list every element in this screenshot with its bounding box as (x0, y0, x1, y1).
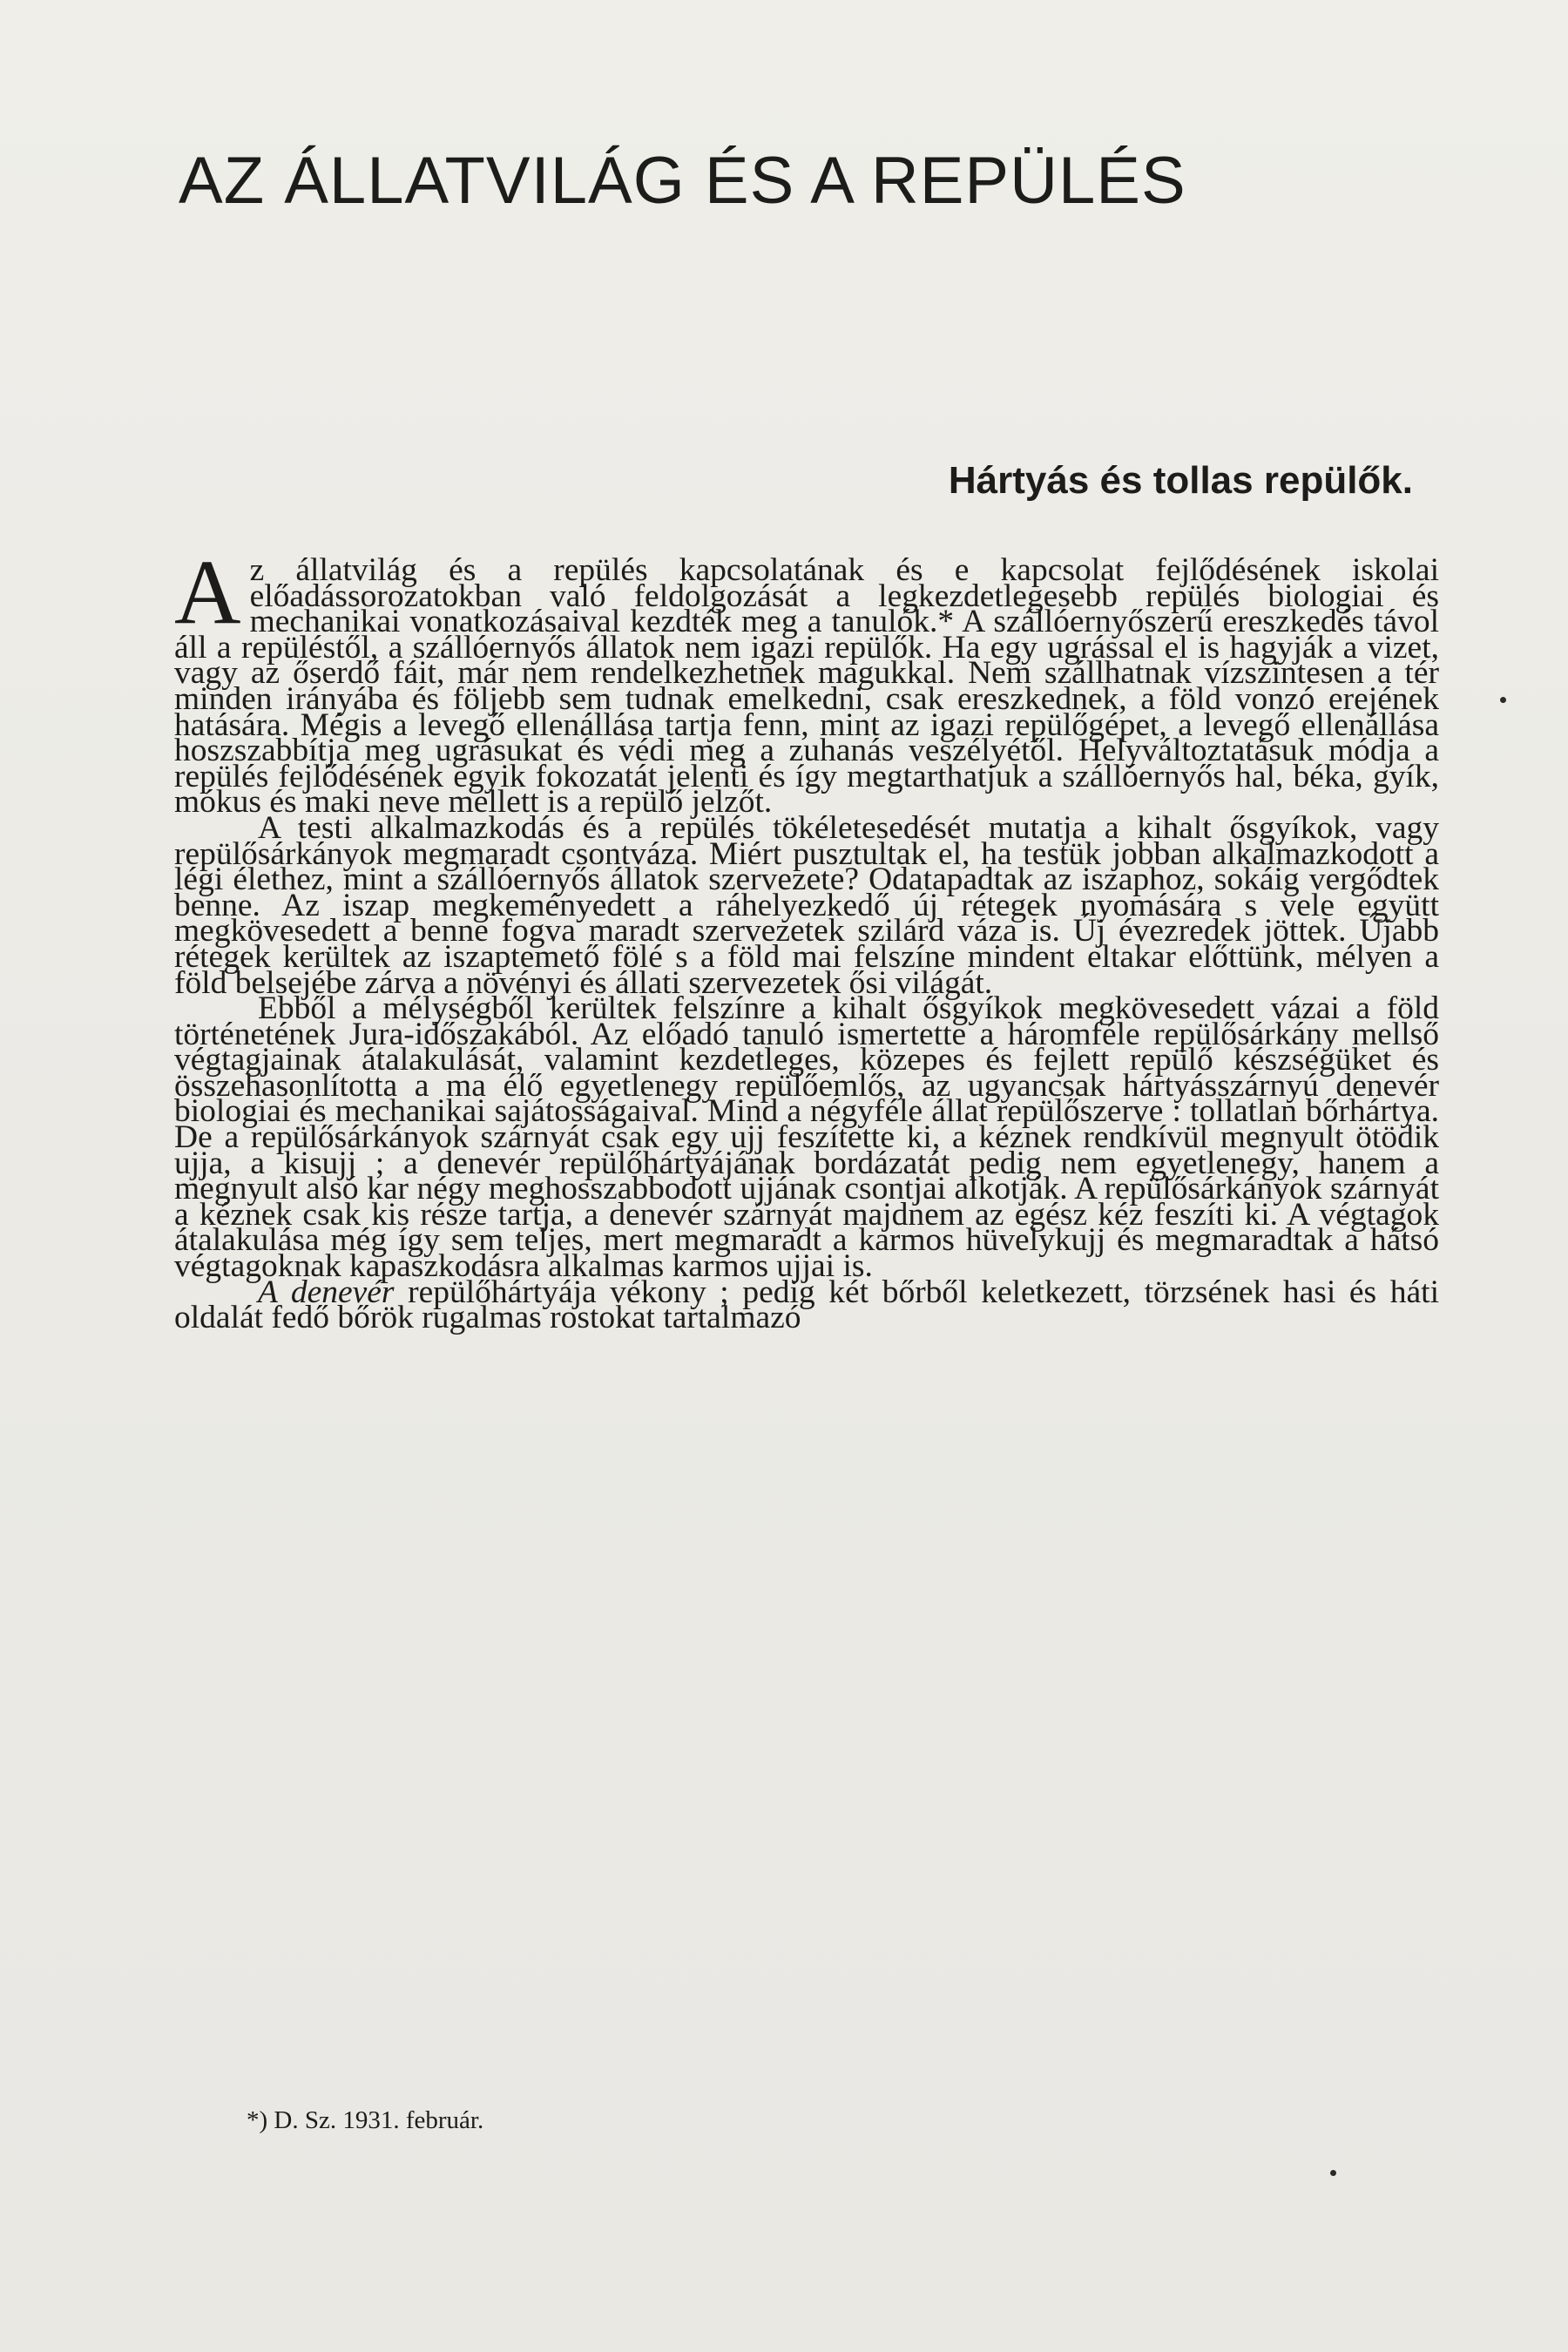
print-speck (1500, 697, 1506, 703)
paragraph-1 (174, 541, 1439, 821)
drop-cap: A (174, 541, 241, 643)
paragraph-4 (174, 1274, 1439, 1336)
paragraph-1-text: z állatvilág és a repülés kapcsolatának és e kapcsolat fejlődésének iskolai előadássorozatokban való feldolgozását a legkezdetlegesebb repülés biologiai és mechanikai vonatkozásaival kezdték meg a tanulók.* A szállóernyőszerű ereszkedés távol áll a repüléstől, a szállóernyős állatok nem igazi repülők. Ha egy ugrással el is hagyják a vizet, vagy az őserdő fáit, már nem rendelkezhetnek magukkal. Nem szállhatnak vízszintesen a tér minden irányába és följebb sem tudnak emelkedni, csak ereszkednek, a föld vonzó erejének hatására. Mégis a levegő ellenállása tartja fenn, mint az igazi repülőgépet, a levegő ellenállása hoszszabbítja meg ugrásukat és védi meg a zuhanás veszélyétől. Helyváltoztatásuk módja a repülés fejlődésének egyik fokozatát jelenti és így megtarthatjuk a szállóernyős hal, béka, gyík, mókus és maki neve mellett is a repülő jelzőt. (174, 552, 1439, 821)
paragraph-3: Ebből a mélységből kerültek felszínre a kihalt ősgyíkok megkövesedett vázai a föld történetének Jura-időszakából. Az előadó tanuló ismertette a háromféle repülősárkány mellső végtagjainak átalakulását, valamint kezdetleges, közepes és fejlett repülő készségüket és összehasonlította a ma élő egyetlenegy repülőemlős, az ugyancsak hártyásszárnyú denevér biologiai és mechanikai sajátosságaival. Mind a négyféle állat repülőszerve : tollatlan bőrhártya. De a repülősárkányok szárnyát csak egy ujj feszítette ki, a kéznek rendkívül megnyult ötödik ujja, a kisujj ; a denevér repülőhártyájának bordázatát pedig nem egyetlenegy, hanem a megnyult alsó kar négy meghosszabbodott ujjának csontjai alkotják. A repülősárkányok szárnyát a kéznek csak kis része tartja, a denevér szárnyát majdnem az egész kéz feszíti ki. A végtagok átalakulása még így sem teljes, mert megmaradt a karmos hüvelykujj és megmaradtak a hátsó végtagoknak kapaszkodásra alkalmas karmos ujjai is. (174, 990, 1439, 1285)
paragraph-4-text: repülőhártyája vékony ; pedig két bőrből keletkezett, törzsének hasi és háti oldalát fedő bőrök rugalmas rostokat tartalmazó (174, 1274, 1439, 1336)
paragraph-4-italic-lead: A denevér (258, 1274, 395, 1310)
section-subtitle: Hártyás és tollas repülők. (948, 459, 1413, 502)
print-speck (1330, 2170, 1336, 2176)
footnote: *) D. Sz. 1931. február. (247, 2106, 484, 2134)
article-body (174, 541, 1439, 1336)
paragraph-2: A testi alkalmazkodás és a repülés tökéletesedését mutatja a kihalt ősgyíkok, vagy repülősárkányok megmaradt csontváza. Miért pusztultak el, ha testük jobban alkalmazkodott a légi élethez, mint a szállóernyős állatok szervezete? Odatapadtak az iszaphoz, sokáig vergődtek benne. Az iszap megkeményedett a ráhelyezkedő új rétegek nyomására s vele együtt megkövesedett a benne fogva maradt szervezetek szilárd váza is. Új évezredek jöttek. Újabb rétegek kerültek az iszaptemető fölé s a föld mai felszíne mindent eltakar előttünk, mélyen a föld belsejébe zárva a növényi és állati szervezetek ősi világát. (174, 809, 1439, 1001)
page-title: AZ ÁLLATVILÁG ÉS A REPÜLÉS (179, 144, 1186, 218)
